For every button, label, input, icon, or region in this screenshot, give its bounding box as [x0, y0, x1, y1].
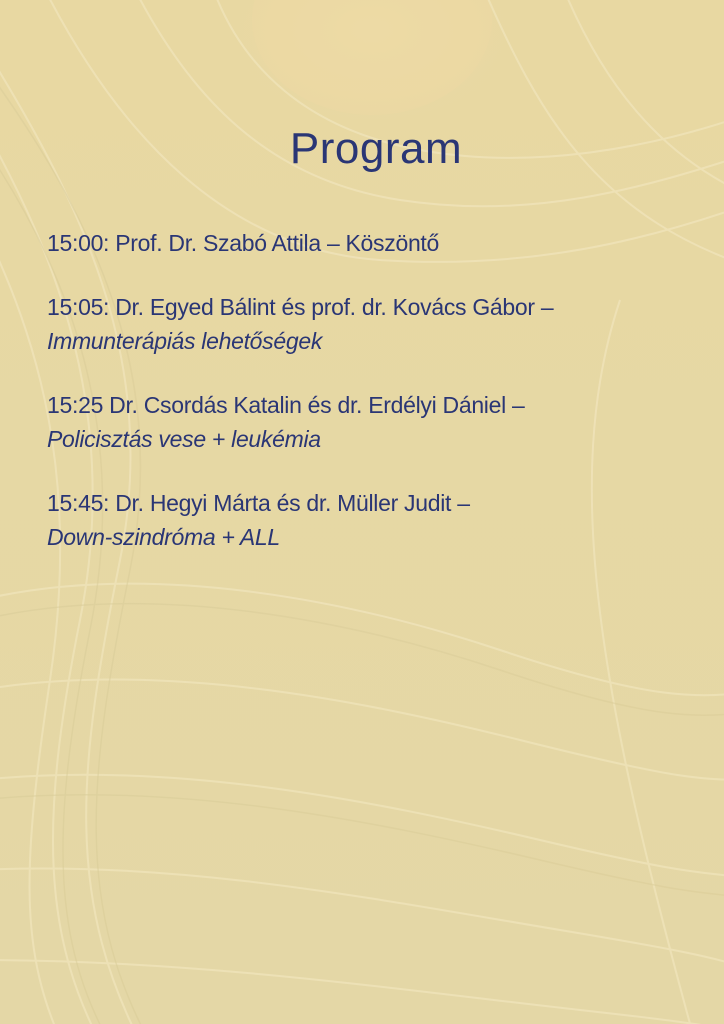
program-item: [47, 388, 707, 456]
program-item-topic: Immunterápiás lehetőségek: [47, 328, 323, 354]
page-title: Program: [289, 124, 463, 173]
program-list: [47, 226, 707, 584]
program-item-topic: Policisztás vese + leukémia: [47, 426, 321, 452]
program-item: [47, 290, 707, 358]
program-item-line: 15:05: Dr. Egyed Bálint és prof. dr. Kovács Gábor –: [47, 294, 554, 320]
program-item: [47, 486, 707, 554]
program-item: [47, 226, 707, 260]
program-item-topic: Down-szindróma + ALL: [47, 524, 280, 550]
program-item-line: 15:45: Dr. Hegyi Márta és dr. Müller Judit –: [47, 490, 470, 516]
program-item-line: 15:25 Dr. Csordás Katalin és dr. Erdélyi Dániel –: [47, 392, 525, 418]
program-item-line: 15:00: Prof. Dr. Szabó Attila – Köszöntő: [47, 230, 440, 256]
